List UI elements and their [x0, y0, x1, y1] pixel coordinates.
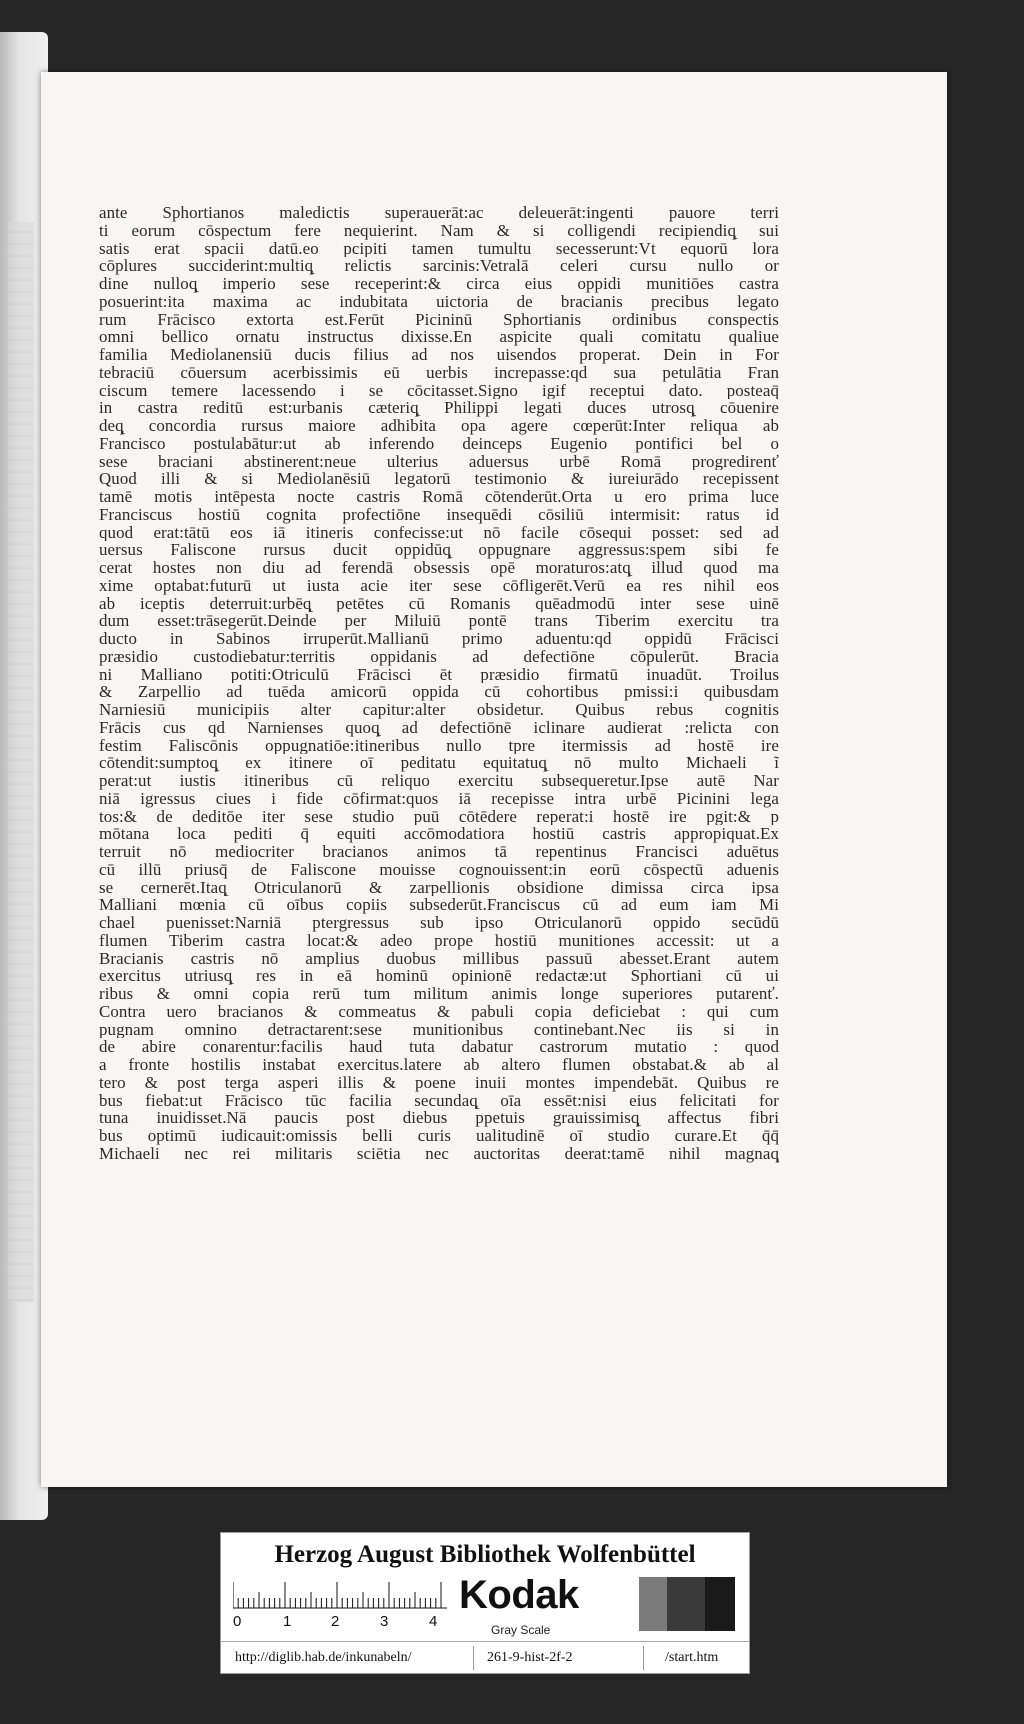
text-line: deq̨ concordia rursus maiore adhibita opa agere cœperūt:Inter reliqua ab [99, 417, 779, 435]
text-line: flumen Tiberim castra locat:& adeo prope hostiū munitiones accessit: ut a [99, 931, 779, 950]
text-line: mōtana loca pediti q̄ equiti accōmodatiora hostiū castris appropiquat.Ex [99, 825, 779, 843]
text-line: ni Malliano potiti:Otriculū Frācisci ēt præsidio firmatū inuadūt. Troilus [99, 665, 779, 684]
footer-divider [643, 1646, 644, 1670]
text-line: Franciscus hostiū cognita profectiōne insequēdi cōsiliū intermisit: ratus id [99, 505, 779, 524]
text-line: chael puenisset:Narniā ptergressus sub ipso Otriculanorū oppido secūdū [99, 914, 779, 932]
gray-swatch [667, 1577, 705, 1631]
text-line: ribus & omni copia rerū tum militum animis longe superiores putarenť. [99, 985, 779, 1003]
text-line: Michaeli nec rei militaris sciētia nec auctoritas deerat:tamē nihil magnaq̨ [99, 1144, 779, 1163]
text-line: & Zarpellio ad tuēda amicorū oppida cū cohortibus pmissi:i quibusdam [99, 683, 779, 701]
text-line: ti eorum cōspectum fere nequierint. Nam & si colligendi recipiendiq̨ sui [99, 221, 779, 240]
text-line: Bracianis castris nō amplius duobus millibus passuū abesset.Erant autem [99, 949, 779, 968]
text-line: terruit nō mediocriter bracianos animos tā repentinus Francisci aduētus [99, 843, 779, 861]
ruler-label: 1 [283, 1613, 292, 1630]
url-text: http://diglib.hab.de/inkunabeln/ [235, 1650, 412, 1665]
text-line: tamē motis intēpesta nocte castris Romā cōtenderūt.Orta u ero prima luce [99, 488, 779, 506]
signature-text: 261-9-hist-2f-2 [487, 1650, 573, 1665]
text-line: Contra uero bracianos & commeatus & pabuli copia deficiebat : qui cum [99, 1002, 779, 1021]
gray-swatch [705, 1577, 735, 1631]
text-line: dine nulloq̨ imperio sese receperint:& circa eius oppidi munitiōes castra [99, 275, 779, 293]
text-line: Narniesiū municipiis alter capitur:alter obsidetur. Quibus rebus cognitis [99, 701, 779, 719]
library-title: Herzog August Bibliothek Wolfenbüttel [274, 1541, 696, 1568]
text-line: tuna inuidisset.Nā paucis post diebus ppetuis grauissimisq̨ affectus fibri [99, 1109, 779, 1127]
kodak-logo: Kodak [459, 1573, 579, 1617]
text-line: sese braciani abstinerent:neue ulterius aduersus urbē Romā progredirenť [99, 452, 779, 471]
text-line: Francisco postulabātur:ut ab inferendo deinceps Eugenio pontifici bel o [99, 434, 779, 453]
gray-swatch [639, 1577, 667, 1631]
text-line: ciscum temere lacessendo i se cōcitasset.Signo igif receptui dato. posteaq̄ [99, 381, 779, 400]
text-line: dum esset:trāsegerūt.Deinde per Miluiū pontē trans Tiberim exercitu tra [99, 612, 779, 630]
colorbar-footer [221, 1641, 749, 1674]
text-line: xime optabat:futurū ut iusta acie iter sese cōfligerēt.Verū ea res nihil eos [99, 576, 779, 595]
text-line: pugnam omnino detractarent:sese munitionibus continebant.Nec iis si in [99, 1020, 779, 1039]
book-page [41, 72, 947, 1487]
text-line: familia Mediolanensiū ducis filius ad nos uisendos properat. Dein in For [99, 346, 779, 364]
ruler-scale-icon [233, 1579, 447, 1609]
text-line: ab iceptis deterruit:urbēq̨ petētes cū Romanis quēadmodū inter sese uinē [99, 594, 779, 613]
text-line: bus fiebat:ut Frācisco tūc facilia secundaq̨ oīa essēt:nisi eius felicitati for [99, 1091, 779, 1110]
text-line: præsidio custodiebatur:territis oppidanis ad defectiōne cōpulerūt. Bracia [99, 647, 779, 666]
footer-divider [473, 1646, 474, 1670]
text-line: cōplures succiderint:multiq̨ relictis sarcinis:Vetralā celeri cursu nullo or [99, 257, 779, 275]
page-text-block [99, 204, 779, 1163]
start-link-text: /start.htm [665, 1650, 719, 1665]
ruler-label: 0 [233, 1613, 242, 1630]
text-line: omni bellico ornatu instructus dixisse.En aspicite quali comitatu qualiue [99, 328, 779, 346]
text-line: satis erat spacii datū.eo pcipiti tamen tumultu secesserunt:Vt equorū lora [99, 239, 779, 258]
text-line: cōtendit:sumptoq̨ ex itinere oī peditatu equitatuq̨ nō multo Michaeli ĩ [99, 754, 779, 772]
text-line: tebraciū cōuersum acerbissimis eū uerbis increpasse:qd sua petulātia Fran [99, 363, 779, 382]
text-line: tero & post terga asperi illis & poene inuii montes impendebāt. Quibus re [99, 1073, 779, 1092]
text-line: ante Sphortianos maledictis superauerāt:ac deleuerāt:ingenti pauore terri [99, 204, 779, 222]
text-line: quod erat:tātū eos iā itineris confecisse:ut nō facile cōsequi posset: sed ad [99, 523, 779, 542]
text-line: ducto in Sabinos irruperūt.Mallianū primo aduentu:qd oppidū Frācisci [99, 630, 779, 648]
text-line: Frācis cus qd Narnienses quoq̨ ad defectiōnē iclinare audierat :relicta con [99, 718, 779, 737]
kodak-color-bar [220, 1532, 750, 1674]
text-line: niā igressus ciues i fide cōfirmat:quos iā recepisse intra urbē Picinini lega [99, 789, 779, 808]
text-line: exercitus utriusq̨ res in eā hominū opinionē redactæ:ut Sphortiani cū ui [99, 967, 779, 985]
text-line: a fronte hostilis instabat exercitus.latere ab altero flumen obstabat.& ab al [99, 1056, 779, 1074]
ruler-labels [233, 1613, 447, 1631]
text-line: in castra reditū est:urbanis cæteriq̨ Philippi legati duces utrosq̨ cōuenire [99, 399, 779, 417]
text-line: bus optimū iudicauit:omissis belli curis ualitudinē oī studio curare.Et q̄q̄ [99, 1127, 779, 1145]
text-line: festim Faliscōnis oppugnatiōe:itineribus nullo tpre itermissis ad hostē ire [99, 736, 779, 755]
text-line: cū illū priusq̄ de Faliscone mouisse cognouissent:in eorū cōspectū aduenis [99, 860, 779, 879]
text-line: perat:ut iustis itineribus cū reliquo exercitu subsequeretur.Ipse autē Nar [99, 772, 779, 790]
ruler-label: 3 [380, 1613, 389, 1630]
text-line: tos:& de deditōe iter sese studio puū cōtēdere reperat:i hostē ire pgit:& p [99, 807, 779, 826]
text-line: Quod illi & si Mediolanēsiū legatorū testimonio & iureiurādo recepissent [99, 470, 779, 488]
text-line: rum Frācisco extorta est.Ferūt Picininū Sphortianis ordinibus conspectis [99, 310, 779, 329]
text-line: uersus Faliscone rursus ducit oppidūq̨ oppugnare aggressus:spem sibi fe [99, 541, 779, 559]
ruler-label: 2 [331, 1613, 340, 1630]
gray-scale-label: Gray Scale [491, 1623, 551, 1637]
text-line: cerat hostes non diu ad ferendā obsessis opē moraturos:atq̨ illud quod ma [99, 559, 779, 577]
text-line: Malliani mœnia cū oībus copiis subsederūt.Franciscus cū ad eum iam Mi [99, 896, 779, 914]
text-line: de abire conarentur:facilis haud tuta dabatur castrorum mutatio : quod [99, 1038, 779, 1056]
text-line: posuerint:ita maxima ac indubitata uictoria de bracianis precibus legato [99, 292, 779, 311]
text-line: se cernerēt.Itaq̨ Otriculanorū & zarpellionis obsidione dimissa circa ipsa [99, 878, 779, 897]
ruler-label: 4 [429, 1613, 438, 1630]
facing-page-bleedthrough [8, 222, 34, 1302]
